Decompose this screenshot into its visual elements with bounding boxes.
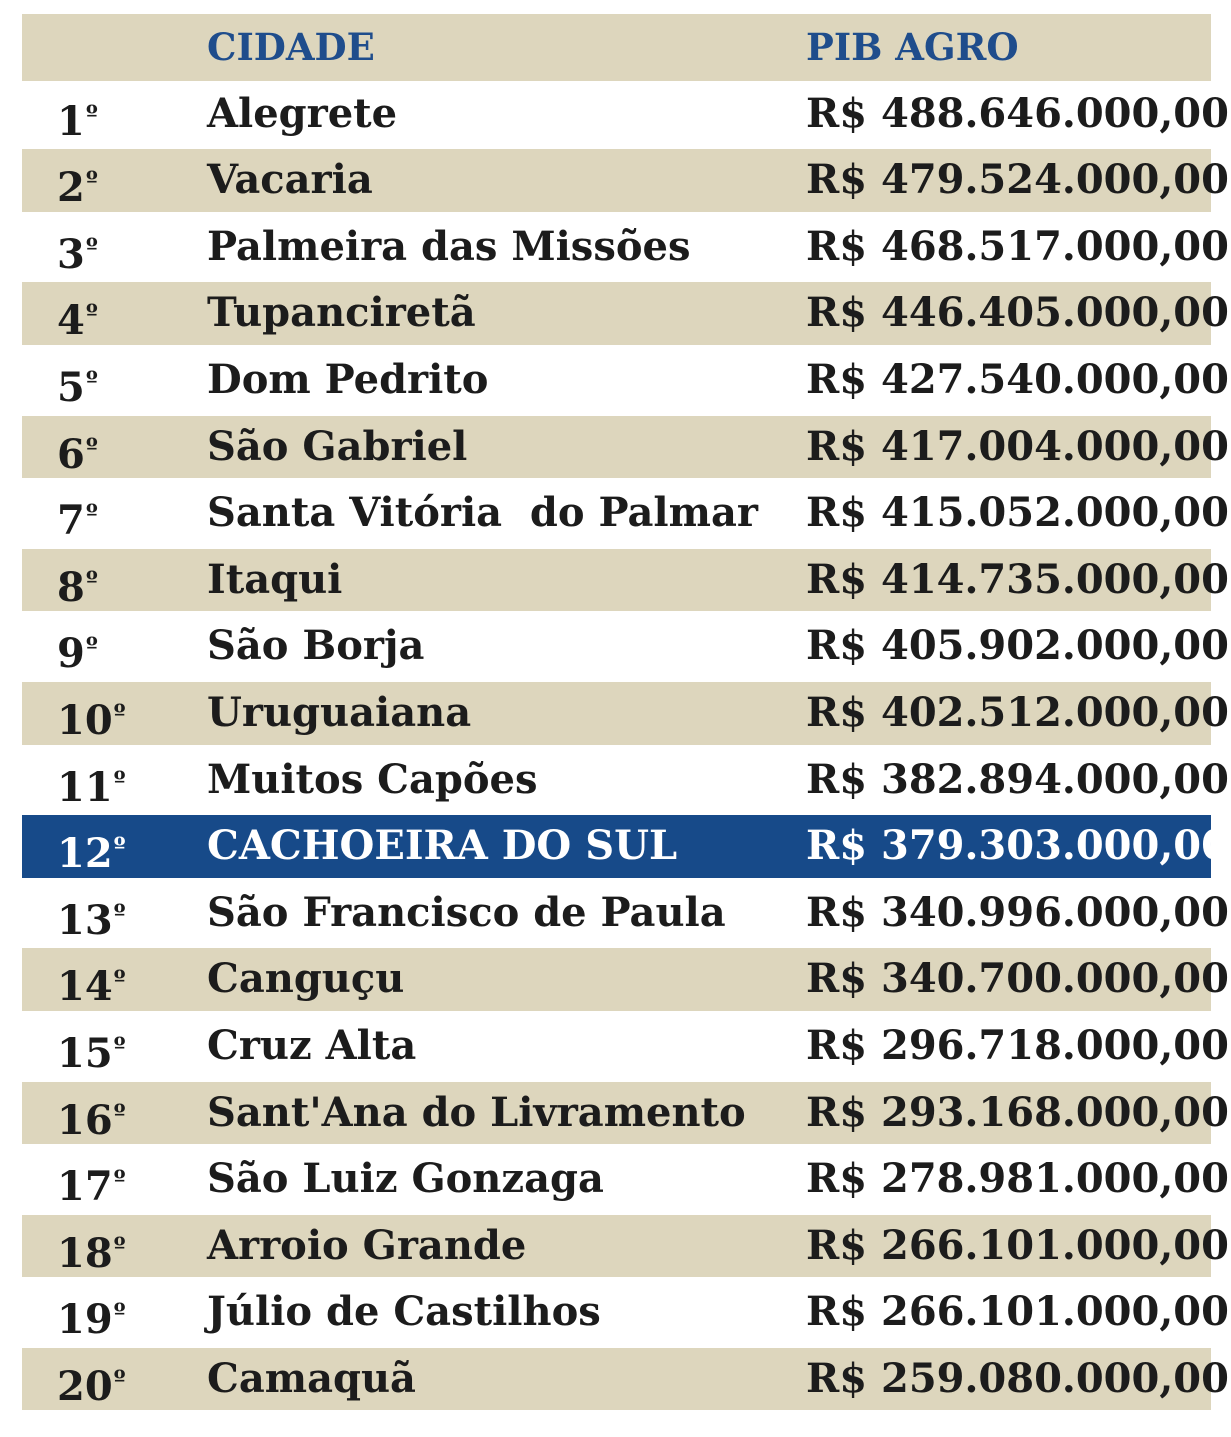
row-rank: $16^º$ xyxy=(57,1096,126,1144)
row-city: Itaqui xyxy=(207,555,343,603)
row-rank: $9^º$ xyxy=(57,630,98,678)
ranking-table xyxy=(22,14,1229,1412)
row-city: Cruz Alta xyxy=(207,1021,417,1069)
row-value: R$ 417.004.000,00 xyxy=(806,422,1229,470)
header-value: PIB AGRO xyxy=(806,25,1019,69)
table-row xyxy=(22,280,1229,347)
row-rank: $15^º$ xyxy=(57,1030,126,1078)
table-row xyxy=(22,147,1229,214)
row-city: CACHOEIRA DO SUL xyxy=(207,822,678,870)
row-rank: $12^º$ xyxy=(57,830,126,878)
row-city: São Luiz Gonzaga xyxy=(207,1155,604,1203)
row-city: Camaquã xyxy=(207,1354,416,1402)
row-city: São Gabriel xyxy=(207,422,468,470)
row-city: Dom Pedrito xyxy=(207,355,489,403)
row-value: R$ 379.303.000,00 xyxy=(806,822,1229,870)
table-row xyxy=(22,946,1229,1013)
row-city: São Francisco de Paula xyxy=(207,888,726,936)
row-value: R$ 293.168.000,00 xyxy=(806,1088,1229,1136)
table-row xyxy=(22,1213,1229,1280)
row-rank: $6^º$ xyxy=(57,430,98,478)
row-city: Júlio de Castilhos xyxy=(207,1288,601,1336)
row-value: R$ 296.718.000,00 xyxy=(806,1021,1229,1069)
row-city: Uruguaiana xyxy=(207,688,472,736)
row-rank: $17^º$ xyxy=(57,1163,126,1211)
row-city: Alegrete xyxy=(207,89,398,137)
table-row xyxy=(22,613,1229,680)
row-rank: $13^º$ xyxy=(57,896,126,944)
table-row xyxy=(22,81,1229,148)
table-row xyxy=(22,347,1229,414)
table-row xyxy=(22,1013,1229,1080)
row-city: Palmeira das Missões xyxy=(207,222,691,270)
table-row xyxy=(22,1346,1229,1413)
row-city: Muitos Capões xyxy=(207,755,538,803)
table-row xyxy=(22,680,1229,747)
table-row xyxy=(22,1279,1229,1346)
row-rank: $4^º$ xyxy=(57,297,98,345)
row-rank: $10^º$ xyxy=(57,697,126,745)
table-row xyxy=(22,414,1229,481)
row-rank: $20^º$ xyxy=(57,1363,126,1411)
row-value: R$ 278.981.000,00 xyxy=(806,1155,1229,1203)
row-city: Canguçu xyxy=(207,955,405,1003)
table-row xyxy=(22,880,1229,947)
row-rank: $19^º$ xyxy=(57,1296,126,1344)
row-value: R$ 340.996.000,00 xyxy=(806,888,1229,936)
row-city: Sant'Ana do Livramento xyxy=(207,1088,746,1136)
row-value: R$ 488.646.000,00 xyxy=(806,89,1229,137)
row-city: Vacaria xyxy=(207,156,373,204)
row-city: São Borja xyxy=(207,622,425,670)
row-value: R$ 402.512.000,00 xyxy=(806,688,1229,736)
table-row xyxy=(22,214,1229,281)
row-value: R$ 479.524.000,00 xyxy=(806,156,1229,204)
row-value: R$ 405.902.000,00 xyxy=(806,622,1229,670)
row-rank: $5^º$ xyxy=(57,364,98,412)
row-value: R$ 415.052.000,00 xyxy=(806,489,1229,537)
row-rank: $18^º$ xyxy=(57,1229,126,1277)
header-city: CIDADE xyxy=(207,25,375,69)
row-value: R$ 468.517.000,00 xyxy=(806,222,1229,270)
row-value: R$ 427.540.000,00 xyxy=(806,355,1229,403)
row-city: Santa Vitória do Palmar xyxy=(207,489,758,537)
row-value: R$ 259.080.000,00 xyxy=(806,1354,1229,1402)
table-row xyxy=(22,1146,1229,1213)
row-rank: $11^º$ xyxy=(57,763,126,811)
row-value: R$ 414.735.000,00 xyxy=(806,555,1229,603)
row-rank: $8^º$ xyxy=(57,563,98,611)
row-value: R$ 266.101.000,00 xyxy=(806,1221,1229,1269)
row-rank: $3^º$ xyxy=(57,230,98,278)
table-row-highlighted xyxy=(22,813,1229,880)
row-rank: $2^º$ xyxy=(57,164,98,212)
row-value: R$ 340.700.000,00 xyxy=(806,955,1229,1003)
row-city: Arroio Grande xyxy=(207,1221,527,1269)
table-row xyxy=(22,1080,1229,1147)
table-row xyxy=(22,480,1229,547)
table-row xyxy=(22,747,1229,814)
row-value: R$ 382.894.000,00 xyxy=(806,755,1229,803)
row-city: Tupanciretã xyxy=(207,289,476,337)
row-rank: $7^º$ xyxy=(57,497,98,545)
row-rank: $14^º$ xyxy=(57,963,126,1011)
table-row xyxy=(22,547,1229,614)
row-rank: $1^º$ xyxy=(57,97,98,145)
row-value: R$ 446.405.000,00 xyxy=(806,289,1229,337)
row-value: R$ 266.101.000,00 xyxy=(806,1288,1229,1336)
table-header xyxy=(22,14,1211,81)
